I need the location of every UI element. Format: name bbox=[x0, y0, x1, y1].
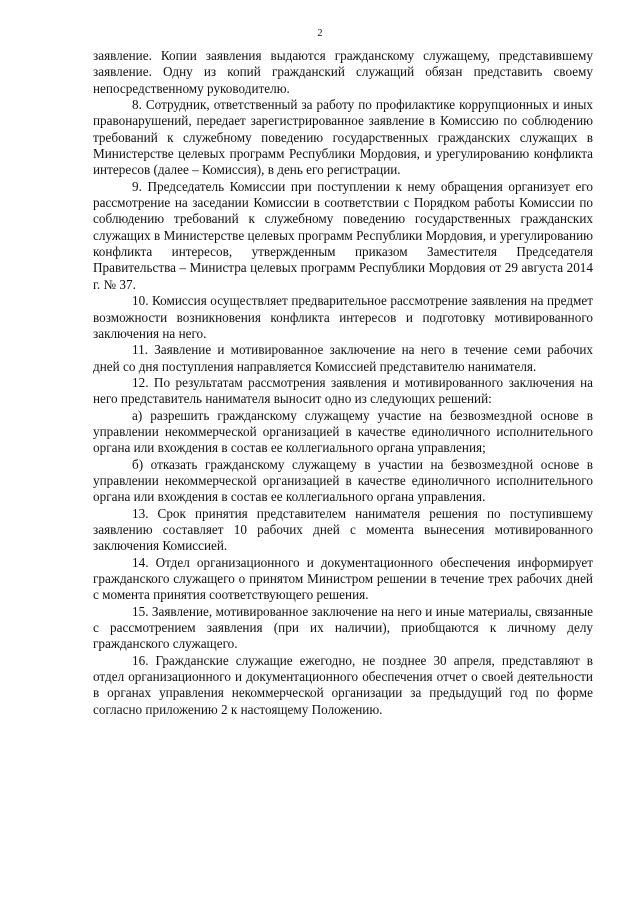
paragraph-16: 16. Гражданские служащие ежегодно, не позднее 30 апреля, представляют в отдел организационного и документационного обеспечения отчет о своей деятельности в органах управления некоммерческой организации за предыдущий год по форме согласно приложению 2 к настоящему Положению. bbox=[93, 652, 593, 717]
paragraph-14: 14. Отдел организационного и документационного обеспечения информирует гражданского служащего о принятом Министром решении в течение трех рабочих дней с момента принятия соответствующего решения. bbox=[93, 554, 593, 603]
paragraph-continuation: заявление. Копии заявления выдаются гражданскому служащему, представившему заявление. Одну из копий гражданский служащий обязан представить своему непосредственному руководителю. bbox=[93, 48, 593, 96]
paragraph-13: 13. Срок принятия представителем нанимателя решения по поступившему заявлению составляет 10 рабочих дней с момента вынесения мотивированного заключения Комиссией. bbox=[93, 505, 593, 554]
paragraph-8: 8. Сотрудник, ответственный за работу по профилактике коррупционных и иных правонарушений, передает зарегистрированное заявление в Комиссию по соблюдению требований к служебному поведению государственных гражданских служащих в Министерстве целевых программ Республики Мордовия, и урегулированию конфликта интересов (далее – Комиссия), в день его регистрации. bbox=[93, 97, 593, 178]
paragraph-10: 10. Комиссия осуществляет предварительное рассмотрение заявления на предмет возможности возникновения конфликта интересов и подготовку мотивированного заключения на него. bbox=[93, 293, 593, 341]
paragraph-15: 15. Заявление, мотивированное заключение на него и иные материалы, связанные с рассмотрением заявления (при их наличии), приобщаются к личному делу гражданского служащего. bbox=[93, 603, 593, 652]
paragraph-9: 9. Председатель Комиссии при поступлении к нему обращения организует его рассмотрение на заседании Комиссии в соответствии с Порядком работы Комиссии по соблюдению требований к служебному поведению государственных гражданских служащих в Министерстве целевых программ Республики Мордовия, и урегулированию конфликта интересов, утвержденным приказом Заместителя Председателя Правительства – Министра целевых программ Республики Мордовия от 29 августа 2014 г. № 37. bbox=[93, 178, 593, 292]
paragraph-12-option-b: б) отказать гражданскому служащему в участии на безвозмездной основе в управлении некоммерческой организацией в качестве единоличного исполнительного органа или вхождения в состав ее коллегиального органа управления. bbox=[93, 456, 593, 505]
paragraph-11: 11. Заявление и мотивированное заключение на него в течение семи рабочих дней со дня поступления направляется Комиссией представителю нанимателя. bbox=[93, 342, 593, 374]
paragraph-12: 12. По результатам рассмотрения заявления и мотивированного заключения на него представитель нанимателя выносит одно из следующих решений: bbox=[93, 374, 593, 407]
document-body bbox=[93, 48, 593, 718]
paragraph-12-option-a: а) разрешить гражданскому служащему участие на безвозмездной основе в управлении некоммерческой организацией в качестве единоличного исполнительного органа или вхождения в состав ее коллегиального органа управления; bbox=[93, 407, 593, 456]
page-number: 2 bbox=[317, 28, 323, 39]
